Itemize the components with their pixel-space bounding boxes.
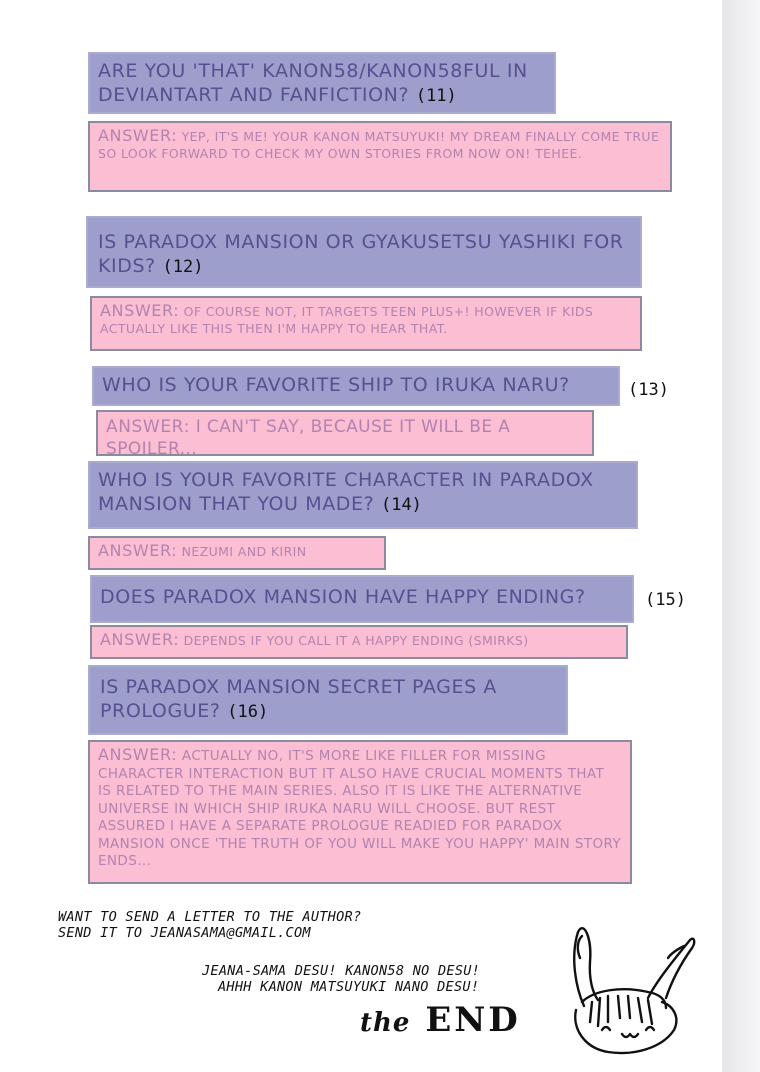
sign-line-2: AHHH KANON MATSUYUKI NANO DESU! xyxy=(218,979,480,995)
question-number: (16) xyxy=(227,702,269,722)
answer-label: ANSWER: xyxy=(100,301,180,320)
answer-16 xyxy=(88,740,632,884)
the-end-big: END xyxy=(425,1000,521,1040)
answer-label: ANSWER: xyxy=(98,541,178,560)
question-12 xyxy=(86,216,642,288)
answer-text: YEP, IT'S ME! YOUR KANON MATSUYUKI! MY DREAM FINALLY COME TRUE SO LOOK FORWARD TO CHECK MY OWN STORIES FROM NOW ON! TEHEE. xyxy=(98,129,660,161)
answer-11 xyxy=(88,121,672,192)
question-number-13: (13) xyxy=(628,380,669,400)
answer-12 xyxy=(90,296,642,351)
answer-13 xyxy=(96,410,594,459)
sign-line-1: JEANA-SAMA DESU! KANON58 NO DESU! xyxy=(202,963,481,979)
question-11 xyxy=(88,52,556,114)
the-end-signature xyxy=(360,1000,521,1040)
answer-text: NEZUMI AND KIRIN xyxy=(181,544,307,559)
question-text: WHO IS YOUR FAVORITE SHIP TO IRUKA NARU? xyxy=(102,374,570,396)
answer-text: I CAN'T SAY, BECAUSE IT WILL BE A SPOILER... xyxy=(106,417,511,459)
question-number: (12) xyxy=(162,257,204,277)
answer-14 xyxy=(88,536,386,570)
contact-line-1: WANT TO SEND A LETTER TO THE AUTHOR? xyxy=(58,909,362,925)
question-text: DOES PARADOX MANSION HAVE HAPPY ENDING? xyxy=(100,586,586,608)
sign-off xyxy=(202,963,542,995)
question-15 xyxy=(90,575,634,623)
question-13 xyxy=(92,366,620,406)
answer-15 xyxy=(90,625,628,659)
question-16 xyxy=(88,665,568,735)
answer-text: ACTUALLY NO, IT'S MORE LIKE FILLER FOR MISSING CHARACTER INTERACTION BUT IT ALSO HAVE CRUCIAL MOMENTS THAT IS RELATED TO THE MAIN SERIES. ALSO IT IS LIKE THE ALTERNATIVE UNIVERSE IN WHICH SHIP IRUKA NARU WILL CHOOSE. BUT REST ASSURED I HAVE A SEPARATE PROLOGUE READIED FOR PARADOX MANSION ONCE 'THE TRUTH OF YOU WILL MAKE YOU HAPPY' MAIN STORY ENDS... xyxy=(98,748,622,869)
answer-label: ANSWER: xyxy=(98,126,178,145)
question-text: ARE YOU 'THAT' KANON58/KANON58FUL IN DEVIANTART AND FANFICTION? xyxy=(98,60,528,106)
correction-patch xyxy=(140,950,174,984)
question-number-15: (15) xyxy=(645,590,686,610)
answer-label: ANSWER: xyxy=(100,630,180,649)
answer-label: ANSWER: xyxy=(98,745,178,764)
question-text: IS PARADOX MANSION OR GYAKUSETSU YASHIKI FOR KIDS? xyxy=(98,231,624,277)
question-text: IS PARADOX MANSION SECRET PAGES A PROLOGUE? xyxy=(100,676,497,722)
contact-line-2: SEND IT TO JEANASAMA@GMAIL.COM xyxy=(58,925,311,941)
question-number: (11) xyxy=(415,86,457,106)
answer-label: ANSWER: xyxy=(106,417,190,437)
the-end-small: the xyxy=(360,1008,411,1038)
question-14 xyxy=(88,461,638,529)
question-number: (14) xyxy=(380,495,422,515)
answer-text: DEPENDS IF YOU CALL IT A HAPPY ENDING (SMIRKS) xyxy=(183,633,529,648)
question-text: WHO IS YOUR FAVORITE CHARACTER IN PARADOX MANSION THAT YOU MADE? xyxy=(98,469,594,515)
page-edge xyxy=(722,0,760,1072)
bunny-doodle-icon xyxy=(562,918,702,1058)
answer-text: OF COURSE NOT, IT TARGETS TEEN PLUS+! HOWEVER IF KIDS ACTUALLY LIKE THIS THEN I'M HAPPY TO HEAR THAT. xyxy=(100,304,594,336)
contact-note xyxy=(58,909,418,941)
